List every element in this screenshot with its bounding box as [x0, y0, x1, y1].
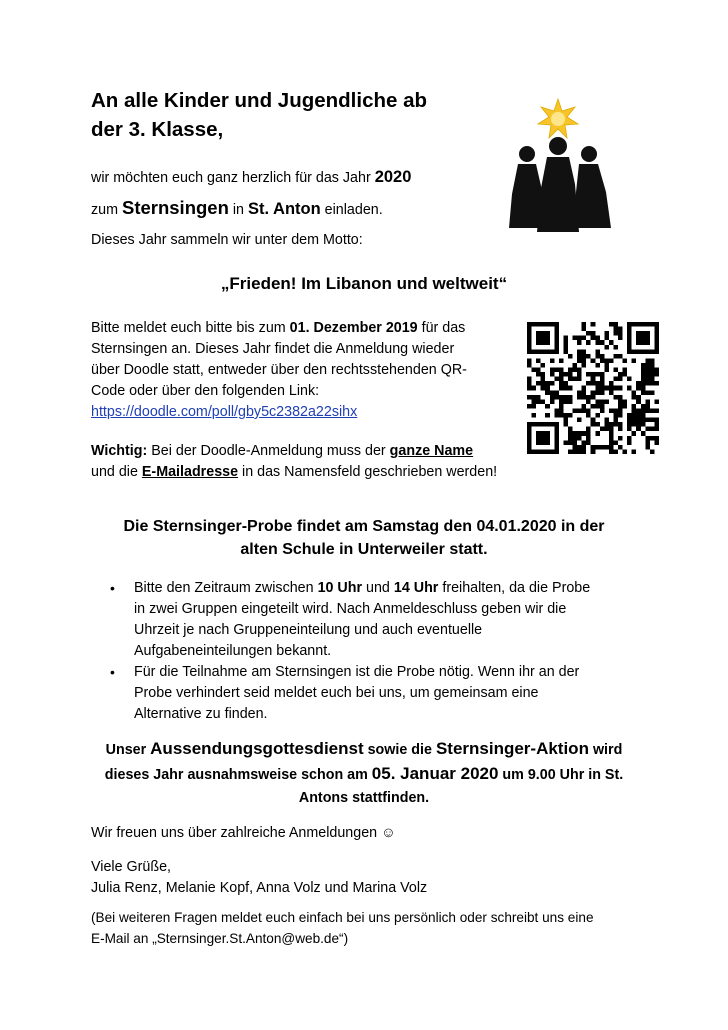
intro-line-1: wir möchten euch ganz herzlich für das Jahr 2020 [91, 168, 412, 186]
contact-note: (Bei weiteren Fragen meldet euch einfach bei uns persönlich oder schreibt uns eine E-Mail an „Sternsinger.St.Anton@web.de“) [91, 910, 594, 946]
rehearsal-details-list [110, 578, 650, 725]
doodle-link[interactable]: https://doodle.com/poll/gby5c2382a22sihx [91, 404, 358, 420]
intro-paragraph [91, 162, 451, 225]
page-title-line-2: der 3. Klasse, [91, 118, 224, 141]
important-paragraph: Wichtig: Bei der Doodle-Anmeldung muss der ganze Name und die E-Mailadresse in das Namensfeld geschrieben werden! [91, 443, 498, 480]
list-item: • Bitte den Zeitraum zwischen 10 Uhr und 14 Uhr freihalten, da die Probe in zwei Gruppen eingeteilt wird. Nach Anmeldeschluss geben wir die Uhrzeit je nach Gruppeneinteilung und auch eventuelle Aufgabeneinteilungen bekannt. [110, 578, 650, 662]
registration-paragraph: Bitte meldet euch bitte bis zum 01. Dezember 2019 für das Sternsingen an. Dieses Jahr findet die Anmeldung wieder über Doodle statt, entweder über den rechtsstehenden QR- Code oder über den folgenden Link: https://doodle.com/poll/gby5c2382a22sihx [91, 320, 467, 420]
signatures: Julia Renz, Melanie Kopf, Anna Volz und Marina Volz [91, 880, 428, 896]
place-label: St. Anton [247, 200, 321, 218]
intro-line-2: zum Sternsingen in St. Anton einladen. [91, 197, 383, 218]
motto-intro: Dieses Jahr sammeln wir unter dem Motto: [91, 232, 363, 248]
star-icon [538, 99, 578, 138]
page-title [91, 86, 471, 144]
email-label: E-Mailadresse [141, 464, 239, 480]
three-kings-silhouette-icon [505, 96, 615, 236]
full-name-label: ganze Name [389, 443, 474, 459]
qr-code-icon [527, 322, 659, 454]
year-label: 2020 [374, 168, 412, 186]
motto-text: „Frieden! Im Libanon und weltweit“ [220, 274, 508, 293]
greeting: Viele Grüße, Julia Renz, Melanie Kopf, Anna Volz und Marina Volz [91, 857, 651, 899]
mass-announcement: Unser Aussendungsgottesdienst sowie die Sternsinger-Aktion wird dieses Jahr ausnahmsweise schon am 05. Januar 2020 um 9.00 Uhr in St. Antons stattfinden. [104, 739, 624, 806]
rehearsal-notice: Die Sternsinger-Probe findet am Samstag den 04.01.2020 in der alten Schule in Unterweiler statt. [123, 518, 605, 558]
sternsinger-illustration [505, 96, 615, 236]
deadline-label: 01. Dezember 2019 [289, 320, 418, 336]
closing-text: Wir freuen uns über zahlreiche Anmeldungen ☺ [91, 825, 396, 841]
sternsingen-label: Sternsingen [121, 197, 229, 218]
page-title-line-1: An alle Kinder und Jugendliche ab [91, 89, 428, 112]
list-item: • Für die Teilnahme am Sternsingen ist die Probe nötig. Wenn ihr an der Probe verhindert seid meldet euch bei uns, um gemeinsam eine Alternative zu finden. [110, 662, 650, 725]
important-label: Wichtig: [91, 443, 148, 459]
